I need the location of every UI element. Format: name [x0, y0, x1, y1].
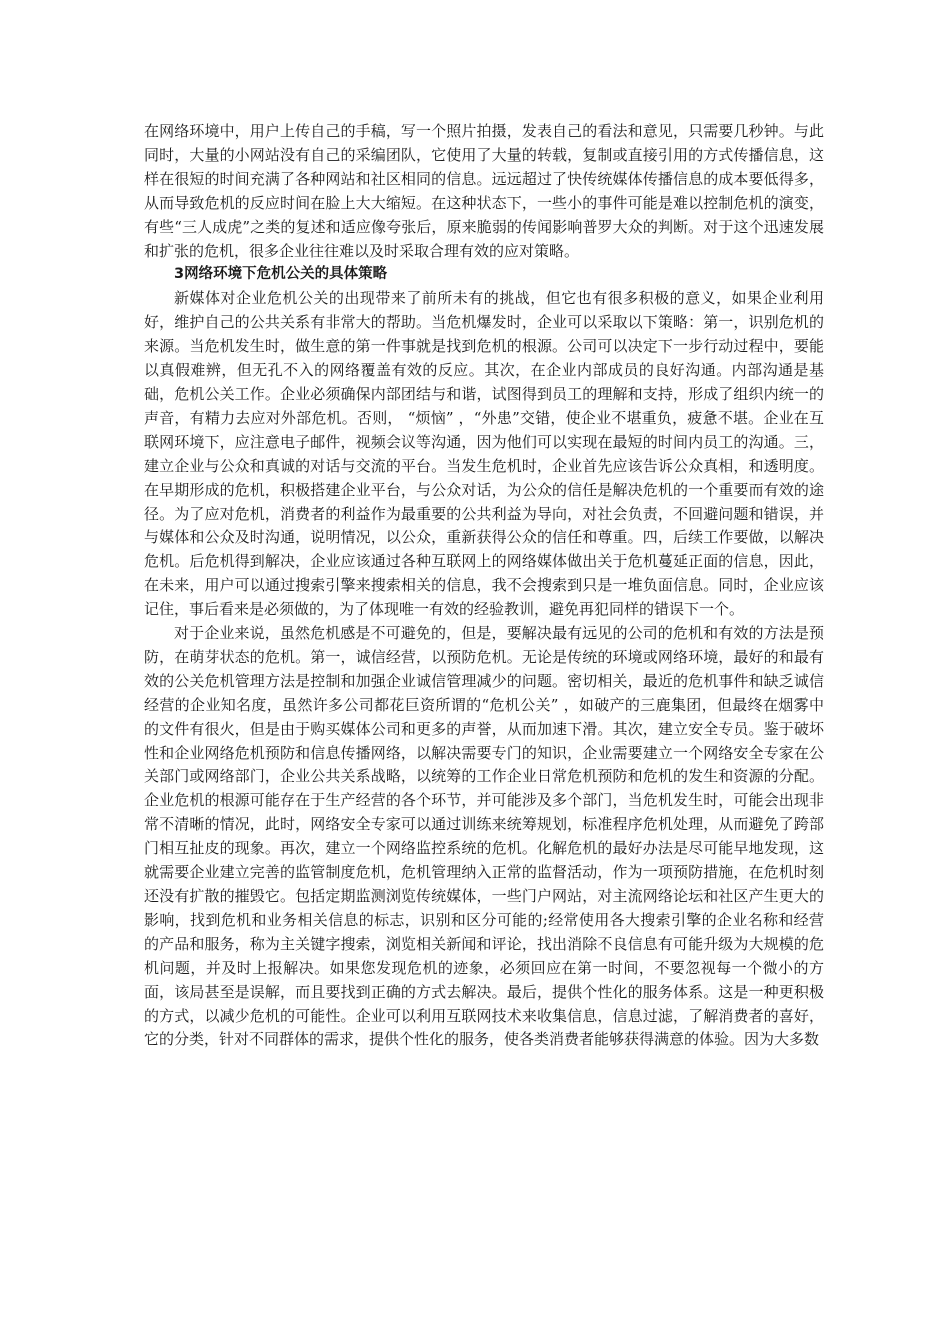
body-paragraph: 新媒体对企业危机公关的出现带来了前所未有的挑战，但它也有很多积极的意义，如果企业利用好，维护自己的公共关系有非常大的帮助。当危机爆发时，企业可以采取以下策略：第一，识别危机的来源。当危机发生时，做生意的第一件事就是找到危机的根源。公司可以决定下一步行动过程中，要能以真假难辨，但无孔不入的网络覆盖有效的反应。其次，在企业内部成员的良好沟通。内部沟通是基础，危机公关工作。企业必须确保内部团结与和谐，试图得到员工的理解和支持，形成了组织内统一的声音，有精力去应对外部危机。否则， “烦恼” ，“外患”交错，使企业不堪重负，疲惫不堪。企业在互联网环境下，应注意电子邮件，视频会议等沟通，因为他们可以实现在最短的时间内员工的沟通。三，建立企业与公众和真诚的对话与交流的平台。当发生危机时，企业首先应该告诉公众真相，和透明度。在早期形成的危机，积极搭建企业平台，与公众对话，为公众的信任是解决危机的一个重要而有效的途径。为了应对危机，消费者的利益作为最重要的公共利益为导向，对社会负责，不回避问题和错误，并与媒体和公众及时沟通，说明情况，以公众，重新获得公众的信任和尊重。四，后续工作要做，以解决危机。后危机得到解决，企业应该通过各种互联网上的网络媒体做出关于危机蔓延正面的信息，因此，在未来，用户可以通过搜索引擎来搜索相关的信息，我不会搜索到只是一堆负面信息。同时，企业应该记住，事后看来是必须做的，为了体现唯一有效的经验教训，避免再犯同样的错误下一个。 — [144, 289, 824, 619]
section-heading: 3网络环境下危机公关的具体策略 — [174, 266, 388, 283]
document-page — [144, 120, 824, 1052]
body-paragraph: 对于企业来说，虽然危机感是不可避免的，但是，要解决最有远见的公司的危机和有效的方法是预防，在萌芽状态的危机。第一，诚信经营，以预防危机。无论是传统的环境或网络环境，最好的和最有效的公关危机管理方法是控制和加强企业诚信管理减少的问题。密切相关，最近的危机事件和缺乏诚信经营的企业知名度，虽然许多公司都花巨资所谓的“危机公关” ，如破产的三鹿集团，但最终在烟雾中的文件有很火，但是由于购买媒体公司和更多的声誉，从而加速下滑。其次，建立安全专员。鉴于破坏性和企业网络危机预防和信息传播网络，以解决需要专门的知识，企业需要建立一个网络安全专家在公关部门或网络部门，企业公共关系战略，以统筹的工作企业日常危机预防和危机的发生和资源的分配。企业危机的根源可能存在于生产经营的各个环节，并可能涉及多个部门，当危机发生时，可能会出现非常不清晰的情况，此时，网络安全专家可以通过训练来统筹规划，标准程序危机处理，从而避免了跨部门相互扯皮的现象。再次，建立一个网络监控系统的危机。化解危机的最好办法是尽可能早地发现，这就需要企业建立完善的监管制度危机，危机管理纳入正常的监督活动，作为一项预防措施，在危机时刻还没有扩散的摧毁它。包括定期监测浏览传统媒体，一些门户网站，对主流网络论坛和社区产生更大的影响，找到危机和业务相关信息的标志，识别和区分可能的;经常使用各大搜索引擎的企业名称和经营的产品和服务，称为主关键字搜索，浏览相关新闻和评论，找出消除不良信息有可能升级为大规模的危机问题，并及时上报解决。如果您发现危机的迹象，必须回应在第一时间，不要忽视每一个微小的方面，该局甚至是误解，而且要找到正确的方式去解决。最后，提供个性化的服务体系。这是一种更积极的方式，以减少危机的可能性。企业可以利用互联网技术来收集信息，信息过滤，了解消费者的喜好，它的分类，针对不同群体的需求，提供个性化的服务，使各类消费者能够获得满意的体验。因为大多数 — [144, 624, 824, 1049]
body-paragraph: 在网络环境中，用户上传自己的手稿，写一个照片拍摄，发表自己的看法和意见，只需要几秒钟。与此同时，大量的小网站没有自己的采编团队，它使用了大量的转载，复制或直接引用的方式传播信息，这样在很短的时间充满了各种网站和社区相同的信息。远远超过了快传统媒体传播信息的成本要低得多，从而导致危机的反应时间在脸上大大缩短。在这种状态下，一些小的事件可能是难以控制危机的演变，有些“三人成虎”之类的复述和适应像夸张后，原来脆弱的传闻影响普罗大众的判断。对于这个迅速发展和扩张的危机，很多企业往往难以及时采取合理有效的应对策略。 — [144, 122, 824, 260]
